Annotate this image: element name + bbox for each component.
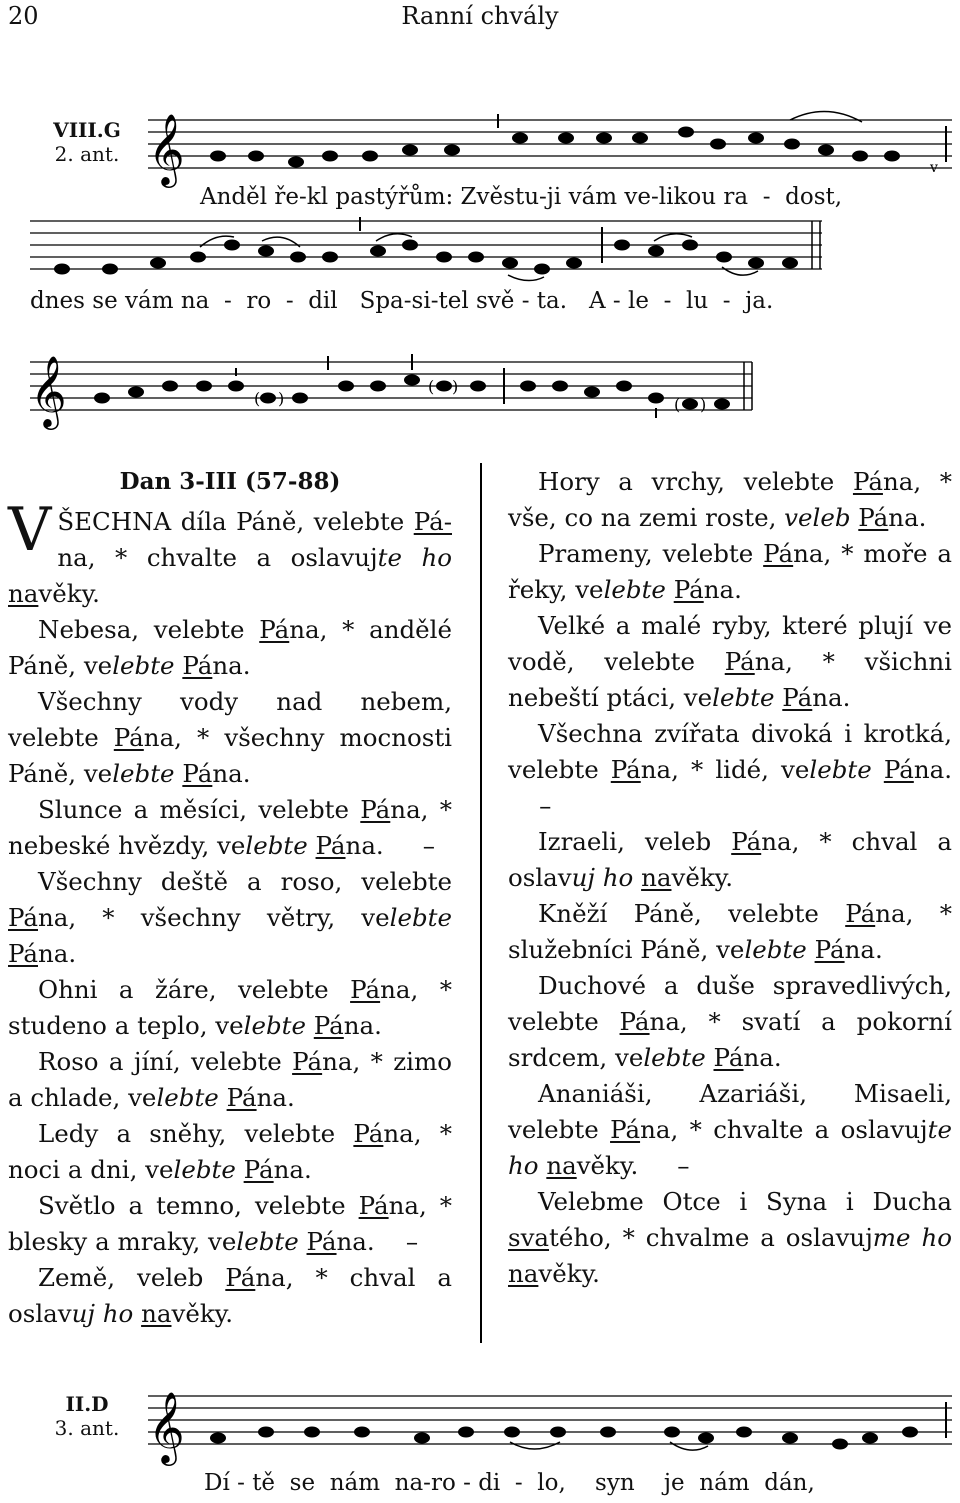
verse-10: Země, veleb Pána, * chval a oslavuj ho navěky. xyxy=(8,1263,452,1328)
verse-16: Kněží Páně, velebte Pána, * služebníci Páně, velebte Pána. xyxy=(508,899,952,964)
svg-text:): ) xyxy=(278,389,285,408)
antiphon3-lyrics: Dí - tě se nám na-ro - di - lo, syn je nám dán, xyxy=(204,1470,815,1496)
verse-4: Slunce a měsíci, velebte Pána, * nebeské hvězdy, velebte Pána. – xyxy=(8,795,452,860)
antiphon3-label: 3. ant. xyxy=(54,1416,120,1440)
verse-14: Všechna zvířata divoká i krotká, velebte Pána, * lidé, velebte Pána. – xyxy=(508,719,952,820)
psalm-tone-staff xyxy=(0,340,960,440)
antiphon3-mode: II.D xyxy=(65,1392,109,1416)
treble-clef-icon: 𝄞 xyxy=(30,354,67,427)
verse-5: Všechny deště a roso, velebte Pána, * všechny větry, velebte Pána. xyxy=(8,867,452,968)
treble-clef-icon: 𝄞 xyxy=(148,112,185,185)
antiphon2-lyrics-line2: dnes se vám na - ro - dil Spa-si-tel svě - ta. A - le - lu - ja. xyxy=(30,288,774,314)
psalm-left-column xyxy=(8,464,452,1332)
verse-9: Světlo a temno, velebte Pána, * blesky a mraky, velebte Pána. – xyxy=(8,1191,452,1256)
verse-2: Nebesa, velebte Pána, * andělé Páně, velebte Pána. xyxy=(8,615,452,680)
verse-11: Hory a vrchy, velebte Pána, * vše, co na zemi roste, veleb Pána. xyxy=(508,467,952,532)
antiphon2-staff-2 xyxy=(0,215,960,295)
svg-text:(: ( xyxy=(254,389,261,408)
svg-text:(: ( xyxy=(674,395,681,414)
verse-7: Roso a jíní, velebte Pána, * zimo a chlade, velebte Pána. xyxy=(8,1047,452,1112)
verse-13: Velké a malé ryby, které plují ve vodě, velebte Pána, * všichni nebeští ptáci, velebte Pána. xyxy=(508,611,952,712)
treble-clef-icon: 𝄞 xyxy=(148,1390,185,1463)
verse-15: Izraeli, veleb Pána, * chval a oslavuj ho navěky. xyxy=(508,827,952,892)
antiphon2-lyrics-line1: Anděl ře-kl pastýřům: Zvěstu-ji vám ve-likou ra - dost, xyxy=(200,184,843,210)
verse-8: Ledy a sněhy, velebte Pána, * noci a dni, velebte Pána. xyxy=(8,1119,452,1184)
svg-text:): ) xyxy=(452,377,459,396)
psalm-tone-notes xyxy=(94,375,730,410)
psalm-title: Dan 3-III (57-88) xyxy=(119,468,341,495)
svg-text:): ) xyxy=(700,395,707,414)
page-number: 20 xyxy=(8,2,39,30)
antiphon3-staff xyxy=(0,1376,960,1476)
verse-6: Ohni a žáre, velebte Pána, * studeno a teplo, velebte Pána. xyxy=(8,975,452,1040)
psalm-right-column xyxy=(508,464,952,1292)
antiphon3-notes xyxy=(210,1427,918,1450)
svg-text:(: ( xyxy=(428,377,435,396)
antiphon2-label: 2. ant. xyxy=(54,142,120,166)
verse-19: Velebme Otce i Syna i Ducha svatého, * chvalme a oslavujme ho navěky. xyxy=(508,1187,952,1288)
page-header xyxy=(0,0,960,32)
verse-12: Prameny, velebte Pána, * moře a řeky, velebte Pána. xyxy=(508,539,953,604)
verse-1: VŠECHNA díla Páně, velebte Pá- na, * chvalte a oslavujte ho navěky. xyxy=(8,495,452,608)
verse-18: Ananiáši, Azariáši, Misaeli, velebte Pána, * chvalte a oslavujte ho navěky. – xyxy=(508,1079,952,1180)
running-title: Ranní chvály xyxy=(401,2,559,30)
svg-text:v: v xyxy=(930,160,938,176)
column-divider xyxy=(480,463,482,1343)
verse-17: Duchové a duše spravedlivých, velebte Pána, * svatí a pokorní srdcem, velebte Pána. xyxy=(508,971,952,1072)
antiphon2-mode: VIII.G xyxy=(53,118,121,142)
verse-3: Všechny vody nad nebem, velebte Pána, * všechny mocnosti Páně, velebte Pána. xyxy=(8,687,452,788)
